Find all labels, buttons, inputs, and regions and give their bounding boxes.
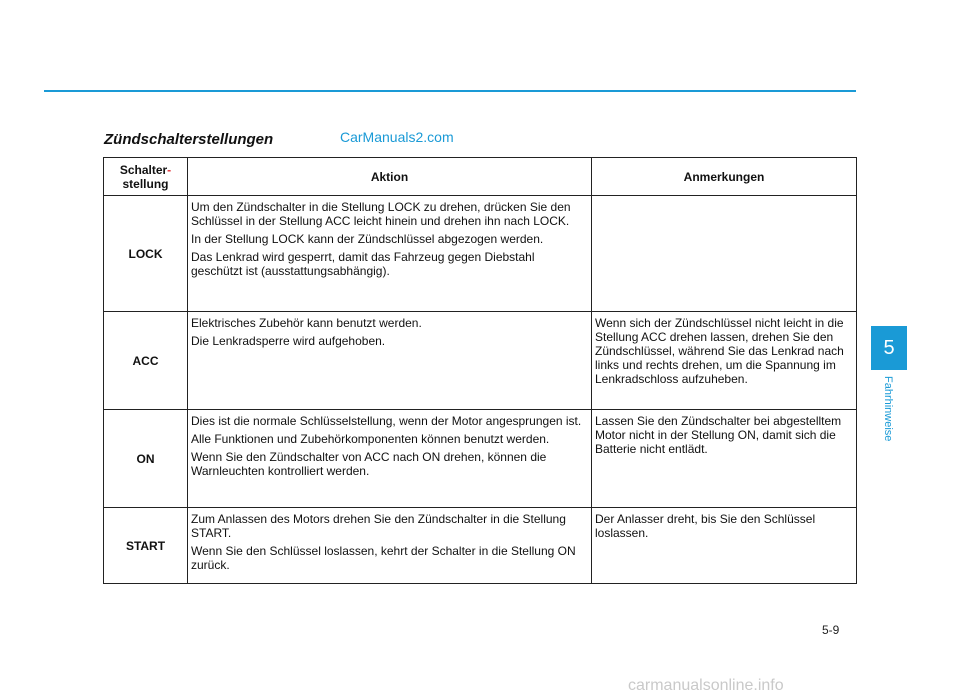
action-cell bbox=[188, 410, 592, 508]
section-title: Zündschalterstellungen bbox=[104, 131, 274, 148]
table-header-row bbox=[104, 158, 857, 196]
watermark-top: CarManuals2.com bbox=[340, 129, 454, 145]
notes-cell: Der Anlasser dreht, bis Sie den Schlüssel loslassen. bbox=[592, 508, 857, 584]
header-position-hyphen: - bbox=[167, 162, 172, 177]
header-position-part1: Schalter bbox=[119, 162, 168, 177]
notes-cell bbox=[592, 196, 857, 312]
action-text: Die Lenkradsperre wird aufgehoben. bbox=[191, 334, 386, 348]
position-cell: START bbox=[104, 508, 188, 584]
notes-cell: Wenn sich der Zündschlüssel nicht leicht in die Stellung ACC drehen lassen, drehen Sie den Zündschlüssel, während Sie das Lenkrad nach links und rechts drehen, um die Spannung im Lenkradschloss aufzuheben. bbox=[592, 312, 857, 410]
action-cell bbox=[188, 196, 592, 312]
position-cell: ACC bbox=[104, 312, 188, 410]
position-cell: LOCK bbox=[104, 196, 188, 312]
top-divider-line bbox=[44, 90, 856, 92]
chapter-number-tab: 5 bbox=[871, 326, 907, 370]
header-position bbox=[104, 158, 188, 196]
table-row-acc bbox=[104, 312, 857, 410]
header-action: Aktion bbox=[188, 158, 592, 196]
ignition-positions-table bbox=[103, 157, 857, 584]
page-number: 5-9 bbox=[822, 623, 840, 637]
action-text: Wenn Sie den Schlüssel loslassen, kehrt der Schalter in die Stellung ON zurück. bbox=[191, 544, 576, 572]
action-text: Um den Zündschalter in die Stellung LOCK zu drehen, drücken Sie den Schlüssel in der Stellung ACC leicht hinein und drehen ihn nach LOCK. bbox=[191, 200, 571, 228]
action-text: In der Stellung LOCK kann der Zündschlüssel abgezogen werden. bbox=[191, 232, 544, 246]
action-cell bbox=[188, 312, 592, 410]
table-row-on bbox=[104, 410, 857, 508]
watermark-bottom: carmanualsonline.info bbox=[628, 677, 784, 694]
action-text: Dies ist die normale Schlüsselstellung, wenn der Motor angesprungen ist. bbox=[191, 414, 582, 428]
action-text: Wenn Sie den Zündschalter von ACC nach ON drehen, können die Warnleuchten kontrolliert werden. bbox=[191, 450, 547, 478]
action-text: Zum Anlassen des Motors drehen Sie den Zündschalter in die Stellung START. bbox=[191, 512, 566, 540]
action-cell bbox=[188, 508, 592, 584]
table-row-start bbox=[104, 508, 857, 584]
action-text: Das Lenkrad wird gesperrt, damit das Fahrzeug gegen Diebstahl geschützt ist (ausstattungsabhängig). bbox=[191, 250, 535, 278]
header-notes: Anmerkungen bbox=[592, 158, 857, 196]
table-row-lock bbox=[104, 196, 857, 312]
notes-cell: Lassen Sie den Zündschalter bei abgestelltem Motor nicht in der Stellung ON, damit sich die Batterie nicht entlädt. bbox=[592, 410, 857, 508]
position-cell: ON bbox=[104, 410, 188, 508]
header-position-part2: stellung bbox=[122, 176, 169, 191]
chapter-label: Fahrhinweise bbox=[882, 376, 894, 442]
action-text: Alle Funktionen und Zubehörkomponenten können benutzt werden. bbox=[191, 432, 550, 446]
action-text: Elektrisches Zubehör kann benutzt werden. bbox=[191, 316, 422, 330]
